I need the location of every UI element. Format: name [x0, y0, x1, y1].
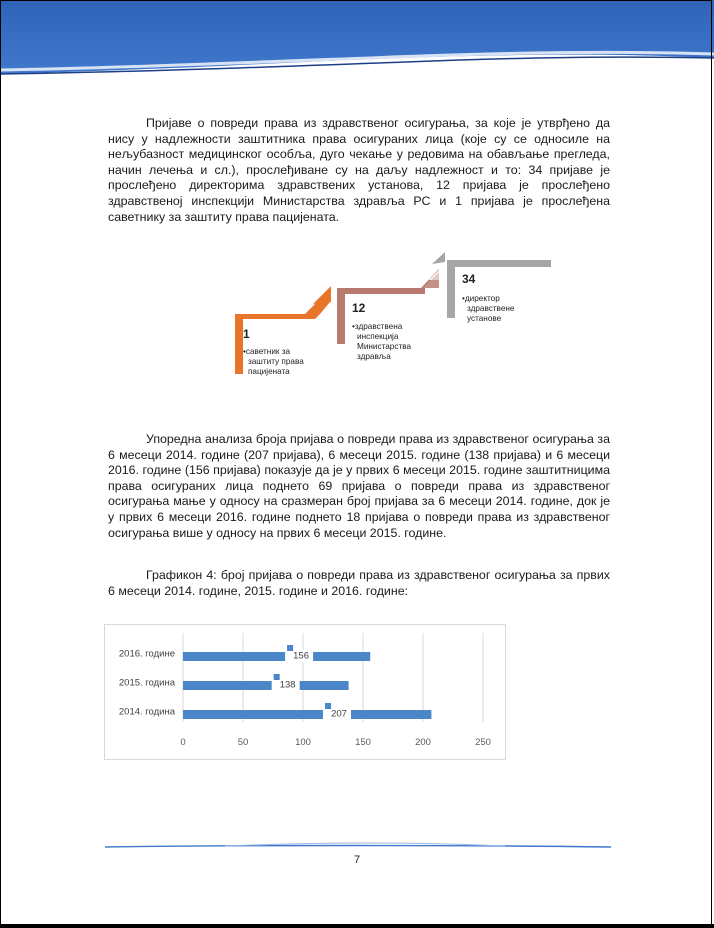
paragraph-comparative-analysis: Упоредна анализа броја пријава о повреди права из здравственог осигурања за 6 месеци 2014. године (207 пријава), 6 месеци 2015. године (138 пријава) и 6 месеци 2016. године (156 пријава) показује да је у првих 6 месеци 2015. године заштитницима права осигураних лица поднето 69 пријава о повреди права из здравственог осигурања мање у односу на сразмеран број пријава за 6 месеци 2014. године, док је у првих 6 месеци 2016. године поднето 18 пријава о повреди права из здравственог осигурања више у односу на првих 6 месеци 2015. године. [108, 432, 610, 540]
step-3-number: 34 [462, 272, 476, 286]
step-2-number: 12 [352, 301, 366, 315]
x-tick-label: 150 [355, 737, 371, 748]
data-label: 207 [331, 708, 347, 720]
x-tick-label: 0 [180, 737, 186, 748]
footer-rule [105, 842, 611, 850]
paragraph-forwarded-complaints: Пријаве о повреди права из здравственог осигурања, за које је утврђено да нису у надлежности заштитника права осигураних лица (које су се односиле на нељубазност медицинског особља, дуго чекање у редовима на обављање прегледа, начин лечења и сл.), прослеђиване су на даљу надлежност и то: 34 пријаве је прослеђено директорима здравствених установа, 12 пријава је прослеђено здравственој инспекцији Министарства здравља РС и 1 пријава је прослеђена саветнику за заштиту права пацијената. [108, 116, 610, 224]
category-label: 2016. године [118, 648, 175, 660]
step-3-description: •директор здравствене установе [462, 294, 515, 323]
step-1-number: 1 [243, 327, 250, 341]
x-tick-label: 100 [295, 737, 311, 748]
category-label: 2014. година [118, 706, 175, 718]
x-tick-label: 50 [237, 737, 249, 748]
forwarding-step-diagram [225, 252, 565, 402]
x-tick-label: 250 [475, 737, 491, 748]
data-label: 156 [293, 650, 309, 662]
bar [183, 710, 431, 719]
bottom-edge [0, 924, 714, 928]
step-1-arrow [313, 286, 331, 304]
step-2-description: •здравствена инспекција Министарства здравља [352, 322, 412, 361]
bar [183, 652, 370, 661]
step-1-description: •саветник за заштиту права пацијената [243, 347, 304, 376]
step-3-arrow [432, 252, 445, 264]
chart-caption: Графикон 4: број пријава о повреди права из здравственог осигурања за првих 6 месеци 2014. године, 2015. године и 2016. године: [108, 568, 610, 598]
page-number: 7 [353, 854, 361, 866]
category-label: 2015. година [118, 677, 175, 689]
chart-svg [105, 625, 505, 759]
bar [183, 681, 349, 690]
data-label: 138 [279, 679, 296, 691]
complaints-bar-chart [104, 624, 506, 760]
x-tick-label: 200 [415, 737, 431, 748]
